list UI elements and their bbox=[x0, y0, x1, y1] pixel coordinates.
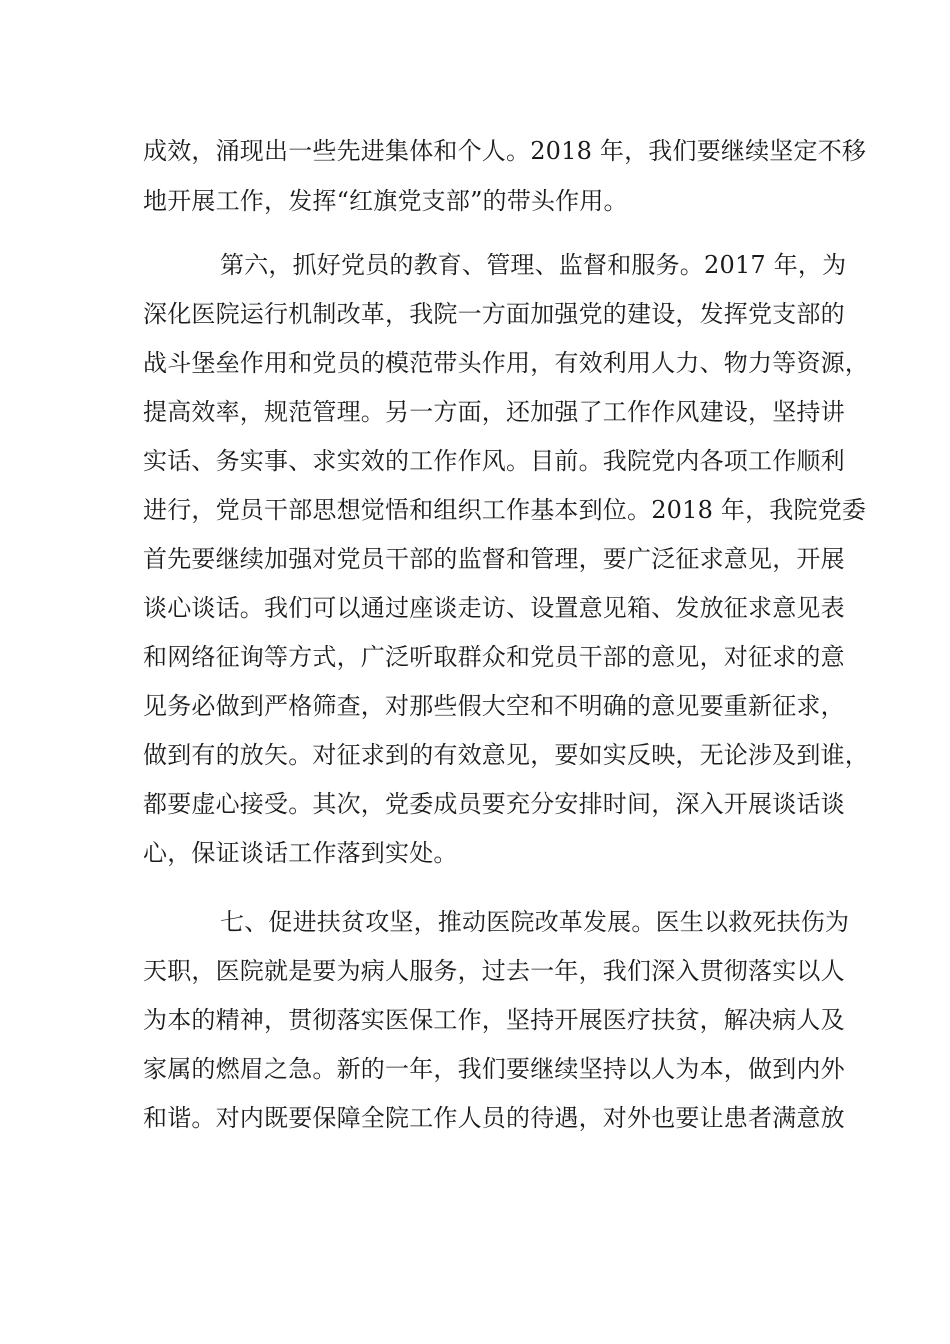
text-line: 天职，医院就是要为病人服务，过去一年，我们深入贯彻落实以人 bbox=[143, 957, 845, 985]
text-line: 实话、务实事、求实效的工作作风。目前。我院党内各项工作顺利 bbox=[143, 447, 845, 475]
text-line: 都要虚心接受。其次，党委成员要充分安排时间，深入开展谈话谈 bbox=[143, 790, 845, 818]
text-line: 见务必做到严格筛查，对那些假大空和不明确的意见要重新征求， bbox=[143, 692, 845, 720]
text-line: 成效，涌现出一些先进集体和个人。2018 年，我们要继续坚定不移 bbox=[143, 137, 867, 165]
text-line: 战斗堡垒作用和党员的模范带头作用，有效利用人力、物力等资源， bbox=[143, 349, 869, 377]
text-line: 进行，党员干部思想觉悟和组织工作基本到位。2018 年，我院党委 bbox=[143, 496, 867, 524]
text-line: 做到有的放矢。对征求到的有效意见，要如实反映，无论涉及到谁， bbox=[143, 741, 869, 769]
text-line: 为本的精神，贯彻落实医保工作，坚持开展医疗扶贫，解决病人及 bbox=[143, 1006, 845, 1034]
paragraph-7-first-line: 七、促进扶贫攻坚，推动医院改革发展。医生以救死扶伤为 bbox=[220, 908, 850, 936]
text-line: 深化医院运行机制改革，我院一方面加强党的建设，发挥党支部的 bbox=[143, 300, 845, 328]
text-line: 家属的燃眉之急。新的一年，我们要继续坚持以人为本，做到内外 bbox=[143, 1055, 845, 1083]
paragraph-6-first-line: 第六，抓好党员的教育、管理、监督和服务。2017 年，为 bbox=[220, 251, 847, 279]
text-line: 心，保证谈话工作落到实处。 bbox=[143, 839, 458, 867]
text-line: 谈心谈话。我们可以通过座谈走访、设置意见箱、发放征求意见表 bbox=[143, 594, 845, 622]
text-line: 地开展工作，发挥“红旗党支部”的带头作用。 bbox=[143, 187, 628, 215]
text-line: 首先要继续加强对党员干部的监督和管理，要广泛征求意见，开展 bbox=[143, 545, 845, 573]
text-line: 和网络征询等方式，广泛听取群众和党员干部的意见，对征求的意 bbox=[143, 643, 845, 671]
text-line: 和谐。对内既要保障全院工作人员的待遇，对外也要让患者满意放 bbox=[143, 1104, 845, 1132]
text-line: 提高效率，规范管理。另一方面，还加强了工作作风建设，坚持讲 bbox=[143, 398, 845, 426]
